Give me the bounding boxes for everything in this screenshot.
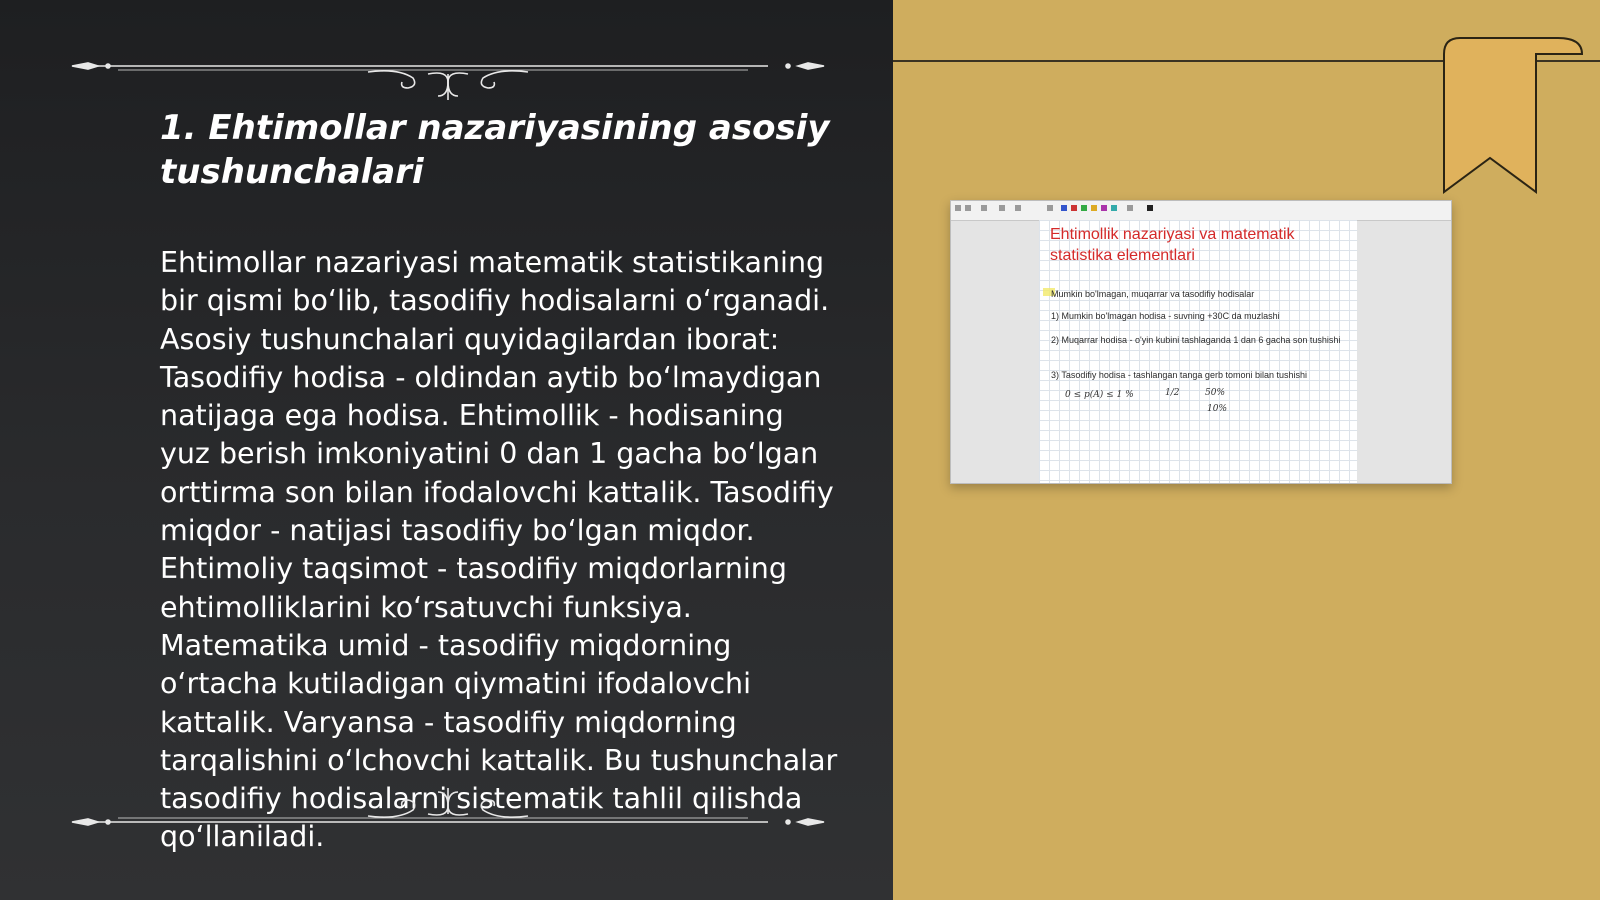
toolbar-icon [1071, 205, 1077, 211]
slide-title: 1. Ehtimollar nazariyasining asosiy tushunchalari [160, 108, 830, 192]
toolbar-icon [999, 205, 1005, 211]
screenshot-toolbar [951, 201, 1451, 221]
toolbar-icon [965, 205, 971, 211]
toolbar-icon [1015, 205, 1021, 211]
handwritten-note: 0 ≤ p(A) ≤ 1 % [1065, 390, 1134, 400]
toolbar-icon [1061, 205, 1067, 211]
toolbar-icon [1147, 205, 1153, 211]
screenshot-line: 1) Mumkin bo'lmagan hodisa - suvning +30C da muzlashi [1051, 311, 1280, 321]
handwritten-note: 50% [1205, 388, 1226, 398]
screenshot-heading: Mumkin bo'lmagan, muqarrar va tasodifiy hodisalar [1051, 289, 1255, 299]
screenshot-canvas [1039, 220, 1357, 483]
toolbar-icon [1081, 205, 1087, 211]
handwritten-note: 1/2 [1165, 388, 1180, 398]
scroll-divider-icon [68, 786, 828, 836]
toolbar-icon [1047, 205, 1053, 211]
toolbar-icon [955, 205, 961, 211]
scroll-divider-icon [68, 52, 828, 102]
embedded-screenshot [950, 200, 1452, 484]
screenshot-title: Ehtimollik nazariyasi va matematik statistika elementlari [1050, 226, 1295, 264]
handwritten-note: 10% [1207, 404, 1228, 414]
toolbar-icon [981, 205, 987, 211]
toolbar-icon [1091, 205, 1097, 211]
slide-body-text: Ehtimollar nazariyasi matematik statistikaning bir qismi bo‘lib, tasodifiy hodisalarni o‘rganadi. Asosiy tushunchalari quyidagilardan iborat: Tasodifiy hodisa - oldindan aytib bo‘lmaydigan natijaga ega hodisa. Ehtimollik - hodisaning yuz berish imkoniyatini 0 dan 1 gacha bo‘lgan orttirma son bilan ifodalovchi kattalik. Tasodifiy miqdor - natijasi tasodifiy bo‘lgan miqdor. Ehtimoliy taqsimot - tasodifiy miqdorlarning ehtimolliklarini ko‘rsatuvchi funksiya. Matematika umid - tasodifiy miqdorning o‘rtacha kutiladigan qiymatini ifodalovchi kattalik. Varyansa - tasodifiy miqdorning tarqalishini o‘lchovchi kattalik. Bu tushunchalar tasodifiy hodisalarni sistematik tahlil qilishda qo‘llaniladi. [160, 246, 838, 854]
screenshot-line: 2) Muqarrar hodisa - o'yin kubini tashlaganda 1 dan 6 gacha son tushishi [1051, 335, 1341, 345]
toolbar-icon [1101, 205, 1107, 211]
screenshot-line: 3) Tasodifiy hodisa - tashlangan tanga gerb tomoni bilan tushishi [1051, 370, 1307, 380]
toolbar-icon [1127, 205, 1133, 211]
ribbon-bookmark-icon [1432, 34, 1592, 204]
toolbar-icon [1111, 205, 1117, 211]
